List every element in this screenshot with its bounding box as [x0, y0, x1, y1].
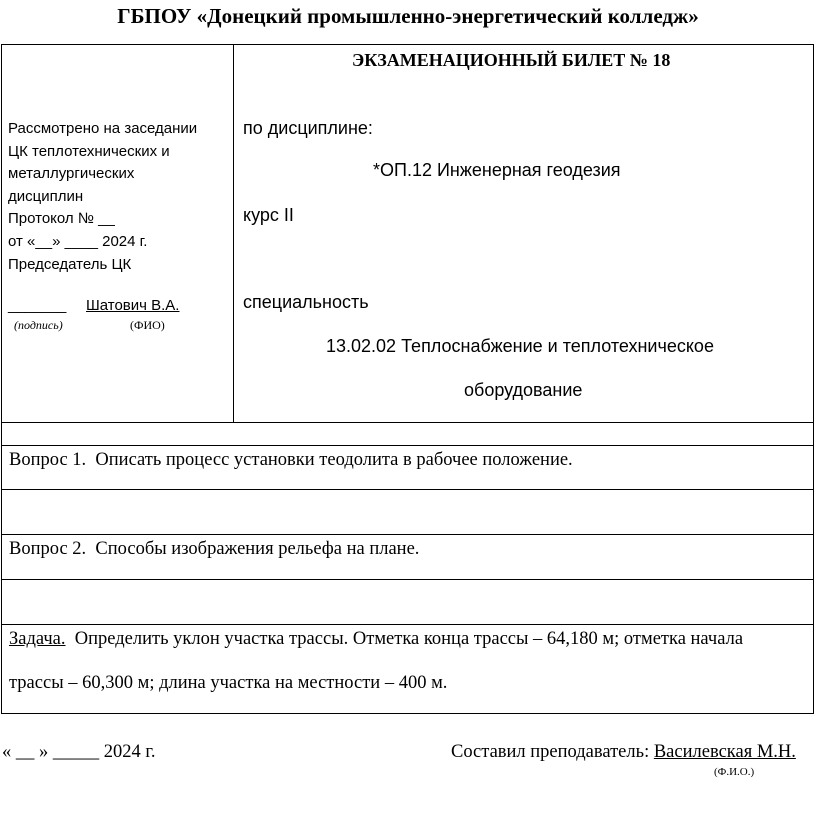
approval-line: ЦК теплотехнических и: [8, 142, 170, 160]
compiled-label: Составил преподаватель:: [451, 742, 650, 762]
signature-blank: _______: [8, 297, 67, 314]
row-divider: [1, 534, 814, 535]
task-line: [9, 629, 743, 650]
question-label: Вопрос 1.: [9, 450, 87, 470]
signature-caption: (подпись): [14, 318, 63, 332]
name-caption: (ФИО): [130, 318, 165, 332]
row-divider: [1, 624, 814, 625]
question-1: [9, 450, 573, 471]
specialty-label: специальность: [243, 292, 369, 312]
task-text: Определить уклон участка трассы. Отметка конца трассы – 64,180 м; отметка начала: [74, 629, 744, 649]
discipline-value: *ОП.12 Инженерная геодезия: [373, 160, 621, 180]
task-line: трассы – 60,300 м; длина участка на местности – 400 м.: [9, 673, 448, 693]
column-divider: [233, 44, 234, 422]
task-label: Задача.: [9, 629, 66, 649]
ticket-title: ЭКЗАМЕНАЦИОННЫЙ БИЛЕТ № 18: [352, 50, 671, 70]
question-label: Вопрос 2.: [9, 539, 87, 559]
specialty-line: оборудование: [464, 380, 583, 400]
approval-line: дисциплин: [8, 187, 84, 205]
row-divider: [1, 445, 814, 446]
teacher-name: Василевская М.Н.: [653, 742, 796, 762]
question-text: Способы изображения рельефа на плане.: [95, 539, 420, 559]
question-text: Описать процесс установки теодолита в рабочее положение.: [95, 450, 573, 470]
name-caption: (Ф.И.О.): [714, 766, 755, 778]
approval-line: Протокол № __: [8, 210, 115, 228]
course: курс II: [243, 205, 294, 225]
discipline-label: по дисциплине:: [243, 118, 373, 138]
question-2: [9, 539, 419, 560]
row-divider: [1, 489, 814, 490]
approval-line: металлургических: [8, 165, 135, 183]
row-divider: [1, 422, 814, 423]
compiled-by: [451, 742, 796, 763]
approval-line: Председатель ЦК: [8, 255, 132, 273]
specialty-line: 13.02.02 Теплоснабжение и теплотехническое: [326, 336, 714, 356]
footer-date: « __ » _____ 2024 г.: [2, 742, 156, 762]
row-divider: [1, 579, 814, 580]
approval-line: от «__» ____ 2024 г.: [8, 232, 148, 250]
approval-line: Рассмотрено на заседании: [8, 120, 198, 137]
page-title: ГБПОУ «Донецкий промышленно-энергетический колледж»: [117, 4, 699, 28]
chair-name: Шатович В.А.: [86, 297, 180, 314]
approval-block: [8, 118, 197, 276]
